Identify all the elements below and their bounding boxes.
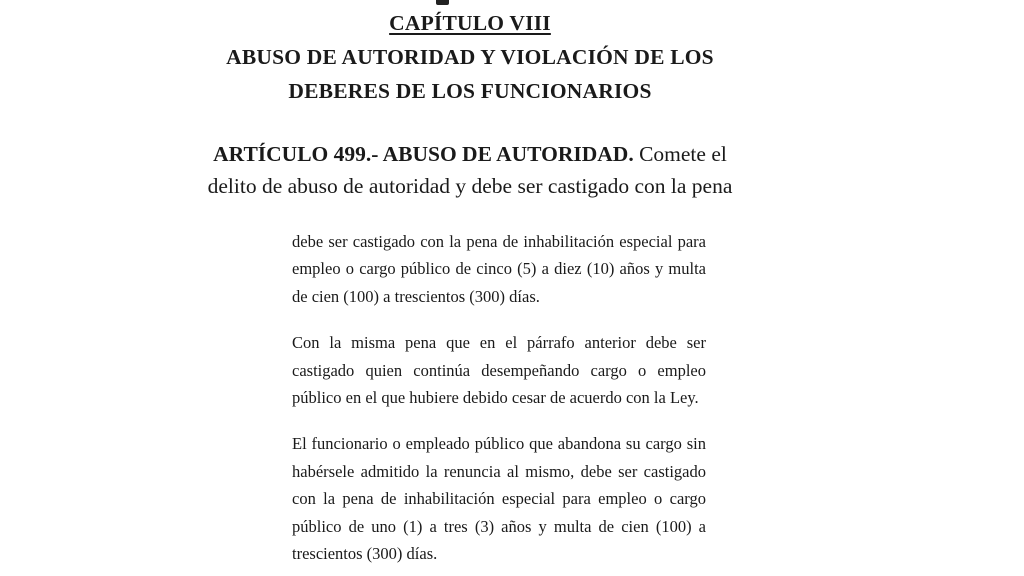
body-line: público de uno (1) a tres (3) años y multa de cien (100) a	[292, 516, 706, 536]
body-paragraph-3	[292, 430, 706, 567]
scan-artifact	[436, 0, 449, 5]
body-line: habérsele admitido la renuncia al mismo, debe ser castigado	[292, 461, 706, 481]
article-heading-line-2: delito de abuso de autoridad y debe ser castigado con la pena	[207, 174, 733, 198]
chapter-heading	[0, 6, 940, 108]
body-paragraph-1	[292, 228, 706, 310]
body-line: empleo o cargo público de cinco (5) a diez (10) años y multa	[292, 259, 706, 279]
body-line: El funcionario o empleado público que abandona su cargo sin	[292, 434, 706, 454]
body-line: castigado quien continúa desempeñando cargo o empleo	[292, 360, 706, 380]
article-heading-line-1	[0, 138, 940, 170]
article-body	[292, 228, 706, 567]
body-line: trescientos (300) días.	[292, 544, 438, 564]
body-line: público en el que hubiere debido cesar de acuerdo con la Ley.	[292, 388, 699, 408]
chapter-title-text: CAPÍTULO VIII	[389, 11, 551, 35]
body-line: con la pena de inhabilitación especial para empleo o cargo	[292, 489, 706, 509]
body-line: debe ser castigado con la pena de inhabilitación especial para	[292, 232, 706, 251]
article-heading-lead-in: Comete el	[639, 142, 727, 166]
body-line: Con la misma pena que en el párrafo anterior debe ser	[292, 333, 706, 353]
article-heading	[0, 138, 940, 202]
chapter-subtitle-line-2: DEBERES DE LOS FUNCIONARIOS	[288, 79, 652, 103]
article-number-title: ARTÍCULO 499.- ABUSO DE AUTORIDAD.	[213, 142, 634, 166]
chapter-subtitle-line-1: ABUSO DE AUTORIDAD Y VIOLACIÓN DE LOS	[226, 45, 714, 69]
chapter-title	[0, 6, 940, 40]
body-line: de cien (100) a trescientos (300) días.	[292, 286, 540, 306]
body-paragraph-2	[292, 329, 706, 411]
